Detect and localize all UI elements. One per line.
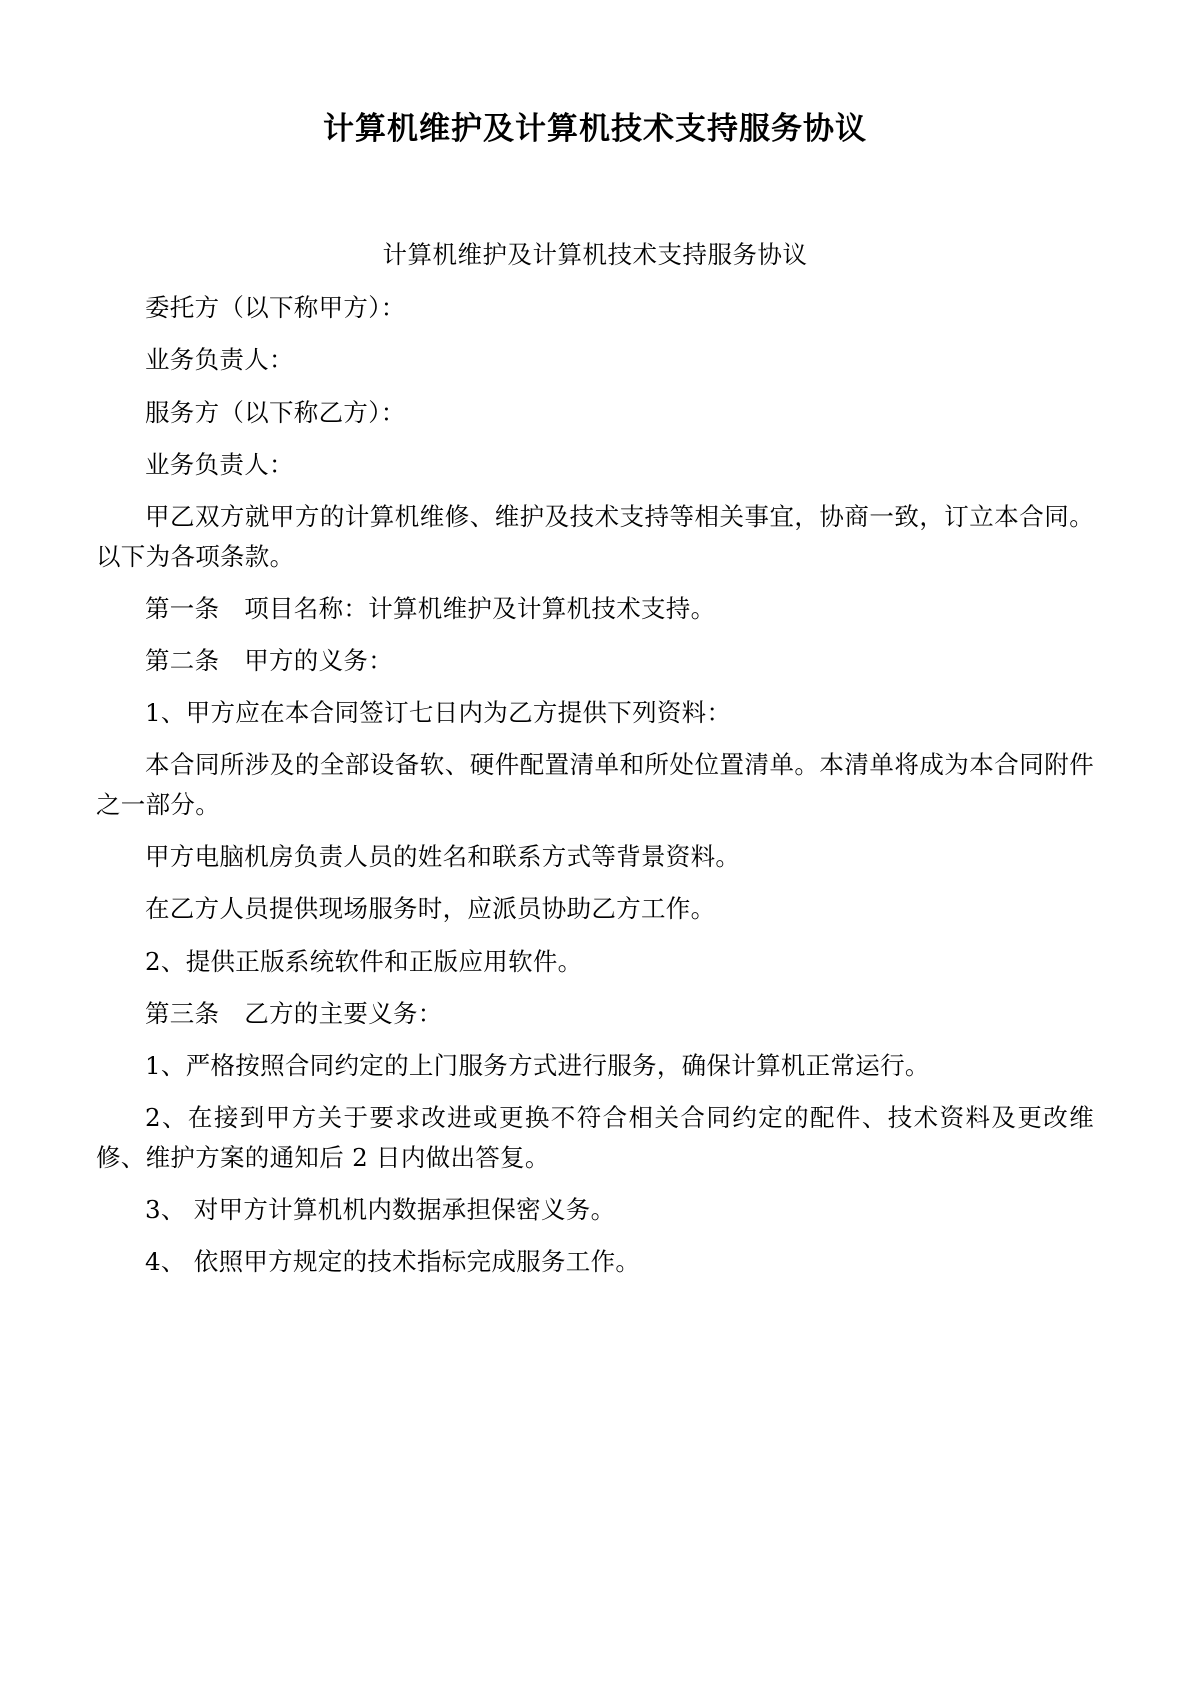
paragraph-onsite-assistance: 在乙方人员提供现场服务时，应派员协助乙方工作。: [145, 894, 716, 924]
paragraph-commissioning-party: 委托方（以下称甲方）：: [145, 293, 406, 323]
paragraph-article-one: 第一条 项目名称：计算机维护及计算机技术支持。: [145, 593, 716, 623]
paragraph-article-three-item-3: 3、 对甲方计算机机内数据承担保密义务。: [145, 1195, 616, 1225]
document-subtitle: 计算机维护及计算机技术支持服务协议: [382, 240, 808, 270]
paragraph-article-two: 第二条 甲方的义务：: [145, 645, 393, 675]
page-title: 计算机维护及计算机技术支持服务协议: [323, 111, 867, 147]
paragraph-article-three-item-4: 4、 依照甲方规定的技术指标完成服务工作。: [145, 1247, 641, 1277]
paragraph-contact-info: 甲方电脑机房负责人员的姓名和联系方式等背景资料。: [145, 842, 741, 872]
paragraph-service-party: 服务方（以下称乙方）：: [145, 397, 406, 427]
paragraph-article-three: 第三条 乙方的主要义务：: [145, 998, 443, 1028]
paragraph-article-two-item-2: 2、提供正版系统软件和正版应用软件。: [145, 946, 583, 976]
paragraph-article-three-item-1: 1、严格按照合同约定的上门服务方式进行服务，确保计算机正常运行。: [145, 1050, 930, 1080]
title-spacer: [96, 151, 1094, 237]
paragraph-business-manager-a: 业务负责人：: [145, 345, 294, 375]
paragraph-article-three-item-2: 2、在接到甲方关于要求改进或更换不符合相关合同约定的配件、技术资料及更改维修、维护方案的通知后 2 日内做出答复。: [96, 1103, 1094, 1172]
paragraph-business-manager-b: 业务负责人：: [145, 449, 294, 479]
paragraph-equipment-list: 本合同所涉及的全部设备软、硬件配置清单和所处位置清单。本清单将成为本合同附件之一部分。: [96, 750, 1094, 820]
paragraph-preamble: 甲乙双方就甲方的计算机维修、维护及技术支持等相关事宜，协商一致，订立本合同。以下为各项条款。: [96, 501, 1094, 571]
paragraph-article-two-item-1: 1、甲方应在本合同签订七日内为乙方提供下列资料：: [145, 698, 732, 728]
